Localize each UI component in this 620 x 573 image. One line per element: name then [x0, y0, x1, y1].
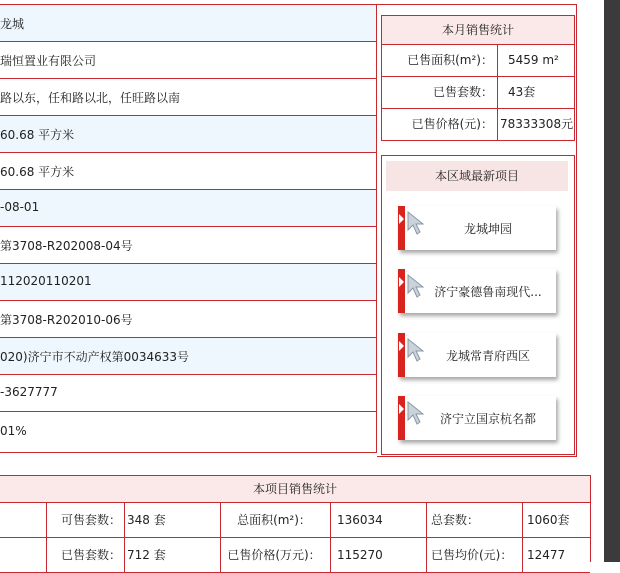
- latest-projects-title: 本区域最新项目: [386, 161, 568, 191]
- scrollbar[interactable]: [604, 0, 620, 562]
- right-panel: [377, 4, 577, 457]
- developer-value: 瑞恒置业有限公司: [0, 54, 97, 68]
- area-value-1: 60.68 平方米: [0, 128, 75, 142]
- deed-value: 020)济宁市不动产权第0034633号: [0, 350, 190, 364]
- monthly-sales-title: 本月销售统计: [382, 16, 574, 45]
- info-row-area-1: [0, 116, 377, 153]
- stats-row-1: [0, 503, 590, 538]
- sold-count-value: 43套: [508, 85, 536, 99]
- marker-bar: [398, 269, 405, 313]
- sold-price-total-value: 115270: [330, 538, 429, 572]
- info-row-deed: [0, 338, 377, 375]
- project-link-1[interactable]: [398, 206, 556, 250]
- sold-count-total-label: 已售套数：: [46, 538, 125, 572]
- monthly-count-row: [382, 77, 574, 109]
- info-row-date: [0, 190, 377, 227]
- info-row-location: [0, 79, 377, 116]
- project-info-table: [0, 4, 377, 453]
- available-count-label: 可售套数：: [46, 503, 125, 537]
- monthly-area-row: [382, 45, 574, 77]
- project-name-2: 济宁豪德鲁南现代...: [434, 285, 542, 299]
- sold-price-value: 78333308元: [500, 117, 574, 131]
- latest-projects-box: [381, 155, 575, 455]
- project-link-4[interactable]: [398, 396, 556, 440]
- sold-area-value: 5459 m²: [508, 53, 559, 67]
- project-link-2[interactable]: [398, 269, 556, 313]
- info-row-permit-1: [0, 227, 377, 264]
- total-area-value: 136034: [330, 503, 429, 537]
- code-value: 112020110201: [0, 274, 92, 288]
- info-row-ratio: [0, 412, 377, 453]
- avg-price-label: 已售均价(元)：: [426, 538, 525, 572]
- avg-price-value: 12477: [522, 538, 593, 572]
- marker-bar: [398, 333, 405, 377]
- project-link-3[interactable]: [398, 333, 556, 377]
- sold-area-label: 已售面积(m²)：: [382, 45, 498, 76]
- sold-count-label: 已售套数：: [382, 77, 498, 108]
- project-name-3: 龙城常青府西区: [445, 349, 530, 363]
- project-sales-title: 本项目销售统计: [0, 476, 590, 503]
- stats-row-2: [0, 538, 590, 573]
- info-row-area-2: [0, 153, 377, 190]
- info-row-developer: [0, 42, 377, 79]
- date-value: -08-01: [0, 200, 40, 214]
- project-name-value: 龙城: [0, 17, 25, 31]
- permit-value-2: 第3708-R202010-06号: [0, 313, 133, 327]
- info-row-permit-2: [0, 301, 377, 338]
- monthly-sales-box: [381, 15, 575, 141]
- info-row-phone: [0, 375, 377, 412]
- sold-count-total-value: 712 套: [124, 538, 219, 572]
- available-count-value: 348 套: [124, 503, 219, 537]
- project-sales-stats: [0, 475, 591, 562]
- marker-bar: [398, 396, 405, 440]
- total-count-label: 总套数：: [426, 503, 525, 537]
- phone-value: -3627777: [0, 385, 58, 399]
- info-row-code: [0, 264, 377, 301]
- ratio-value: 01%: [0, 424, 27, 438]
- sold-price-total-label: 已售价格(万元)：: [220, 538, 327, 572]
- total-area-label: 总面积(m²)：: [220, 503, 327, 537]
- project-name-1: 龙城坤园: [463, 222, 512, 236]
- info-row-name: [0, 4, 377, 42]
- marker-bar: [398, 206, 405, 250]
- location-value: 路以东，任和路以北，任旺路以南: [0, 91, 181, 105]
- monthly-price-row: [382, 109, 574, 140]
- total-count-value: 1060套: [522, 503, 593, 537]
- permit-value-1: 第3708-R202008-04号: [0, 239, 133, 253]
- sold-price-label: 已售价格(元)：: [382, 109, 498, 140]
- area-value-2: 60.68 平方米: [0, 165, 75, 179]
- project-name-4: 济宁立国京杭名都: [439, 412, 536, 426]
